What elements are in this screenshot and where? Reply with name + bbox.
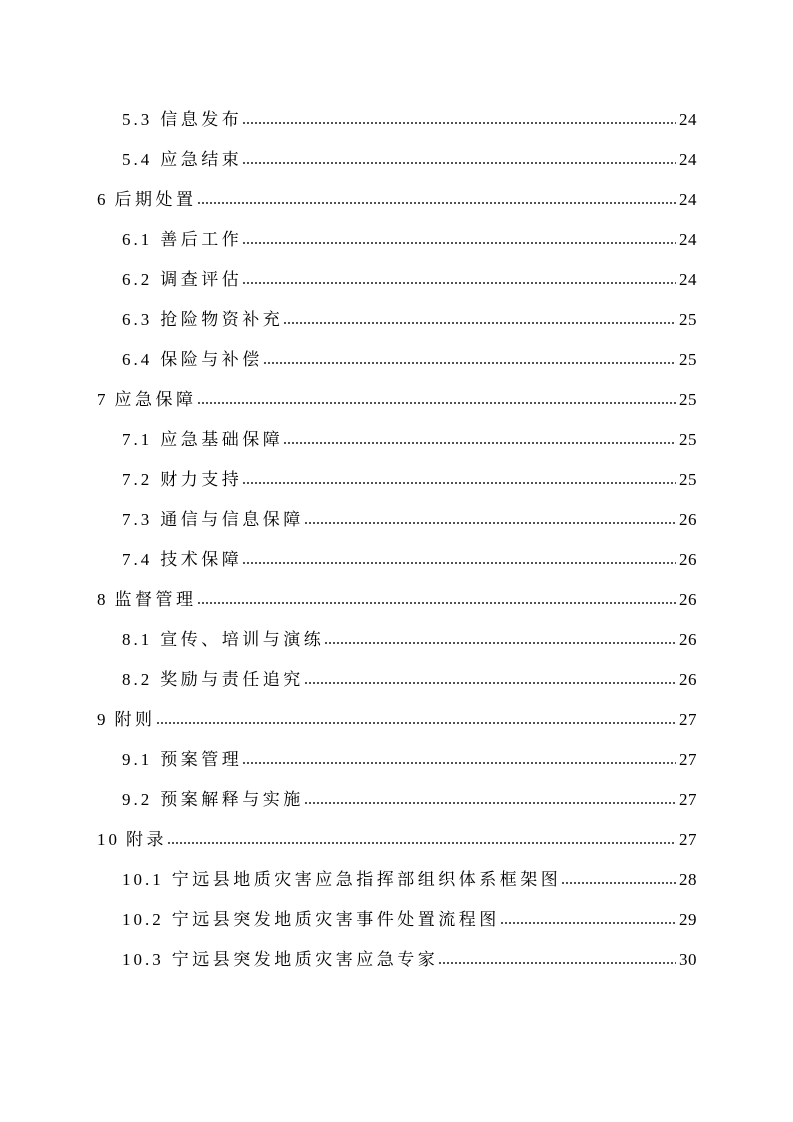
toc-leader-dots <box>304 801 676 805</box>
toc-entry-title: 附录 <box>126 830 167 849</box>
toc-entry-number: 10 <box>97 830 120 849</box>
toc-chapter <box>0 380 697 420</box>
toc-entry <box>0 100 697 140</box>
toc-leader-dots <box>263 361 676 365</box>
toc-entry-page: 25 <box>679 390 697 409</box>
toc-entry-number: 6.1 <box>122 230 153 249</box>
toc-entry-number: 6.2 <box>122 270 153 289</box>
toc-entry <box>0 860 697 900</box>
toc-entry <box>0 540 697 580</box>
toc-entry-title: 保险与补偿 <box>160 350 263 369</box>
toc-entry-page: 26 <box>679 510 697 529</box>
toc-entry <box>0 460 697 500</box>
toc-entry-page: 27 <box>679 790 697 809</box>
toc-entry-title: 抢险物资补充 <box>160 310 284 329</box>
toc-entry-title: 附则 <box>114 710 156 729</box>
toc-entry <box>0 660 697 700</box>
toc-chapter <box>0 580 697 620</box>
toc-entry-title: 预案管理 <box>160 750 243 769</box>
toc-entry-title: 应急结束 <box>160 150 243 169</box>
toc-entry-number: 7.4 <box>122 550 153 569</box>
toc-leader-dots <box>242 161 676 165</box>
toc-leader-dots <box>197 201 677 205</box>
toc-entry <box>0 220 697 260</box>
toc-entry-page: 27 <box>679 710 697 729</box>
toc-entry-title: 宁远县突发地质灾害事件处置流程图 <box>171 910 500 929</box>
toc-entry <box>0 420 697 460</box>
toc-entry-page: 25 <box>679 470 697 489</box>
toc-entry-number: 9.2 <box>122 790 153 809</box>
toc-chapter <box>0 820 697 860</box>
toc-leader-dots <box>304 521 676 525</box>
toc-leader-dots <box>438 961 676 965</box>
toc-leader-dots <box>242 241 676 245</box>
toc-entry <box>0 900 697 940</box>
toc-entry-page: 24 <box>679 190 697 209</box>
toc-entry-page: 26 <box>679 550 697 569</box>
toc-leader-dots <box>242 561 676 565</box>
toc-entry-number: 8.1 <box>122 630 153 649</box>
toc-leader-dots <box>242 761 676 765</box>
toc-entry <box>0 260 697 300</box>
toc-entry-number: 7 <box>97 390 109 409</box>
toc-leader-dots <box>197 401 677 405</box>
toc-entry-page: 24 <box>679 110 697 129</box>
toc-entry <box>0 340 697 380</box>
toc-entry <box>0 740 697 780</box>
toc-entry-page: 25 <box>679 310 697 329</box>
toc-entry-title: 应急保障 <box>114 390 197 409</box>
toc-leader-dots <box>197 601 677 605</box>
toc-entry-number: 10.2 <box>122 910 164 929</box>
toc-entry <box>0 780 697 820</box>
toc-leader-dots <box>283 441 676 445</box>
toc-entry-page: 24 <box>679 230 697 249</box>
toc-entry-title: 预案解释与实施 <box>160 790 304 809</box>
toc-entry-page: 26 <box>679 590 697 609</box>
toc-entry-title: 调查评估 <box>160 270 243 289</box>
toc-entry-number: 6.4 <box>122 350 153 369</box>
toc-entry-page: 25 <box>679 350 697 369</box>
toc-entry-title: 宁远县突发地质灾害应急专家 <box>171 950 439 969</box>
toc-entry-title: 宣传、培训与演练 <box>160 630 325 649</box>
toc-leader-dots <box>283 321 676 325</box>
toc-entry-page: 24 <box>679 150 697 169</box>
toc-entry <box>0 140 697 180</box>
toc-entry-number: 7.2 <box>122 470 153 489</box>
toc-entry-number: 8 <box>97 590 109 609</box>
toc-entry-page: 29 <box>679 910 697 929</box>
toc-entry <box>0 500 697 540</box>
toc-entry <box>0 940 697 980</box>
toc-entry-title: 善后工作 <box>160 230 243 249</box>
toc-entry-number: 5.3 <box>122 110 153 129</box>
toc-entry <box>0 300 697 340</box>
toc-entry-number: 9.1 <box>122 750 153 769</box>
toc-entry-title: 信息发布 <box>160 110 243 129</box>
toc-entry-title: 财力支持 <box>160 470 243 489</box>
toc-chapter <box>0 700 697 740</box>
toc-entry-number: 6.3 <box>122 310 153 329</box>
toc-entry-page: 27 <box>679 830 697 849</box>
toc-entry-number: 9 <box>97 710 109 729</box>
toc-entry-title: 通信与信息保障 <box>160 510 304 529</box>
toc-entry-title: 奖励与责任追究 <box>160 670 304 689</box>
toc-entry-number: 6 <box>97 190 109 209</box>
toc-entry-title: 监督管理 <box>114 590 197 609</box>
toc-entry-number: 5.4 <box>122 150 153 169</box>
toc-leader-dots <box>167 841 676 845</box>
toc-leader-dots <box>242 281 676 285</box>
toc-leader-dots <box>324 641 676 645</box>
toc-entry-page: 25 <box>679 430 697 449</box>
toc-entry-number: 7.3 <box>122 510 153 529</box>
toc-entry-title: 技术保障 <box>160 550 243 569</box>
toc-entry-page: 26 <box>679 670 697 689</box>
toc-leader-dots <box>242 121 676 125</box>
toc-entry <box>0 620 697 660</box>
toc-chapter <box>0 180 697 220</box>
toc-entry-page: 30 <box>679 950 697 969</box>
toc-entry-number: 10.3 <box>122 950 164 969</box>
toc-leader-dots <box>500 921 676 925</box>
toc-entry-page: 28 <box>679 870 697 889</box>
toc-entry-page: 24 <box>679 270 697 289</box>
toc-entry-title: 应急基础保障 <box>160 430 284 449</box>
toc-leader-dots <box>304 681 676 685</box>
table-of-contents <box>0 100 697 980</box>
toc-leader-dots <box>242 481 676 485</box>
toc-entry-number: 7.1 <box>122 430 153 449</box>
toc-leader-dots <box>156 721 677 725</box>
toc-entry-number: 8.2 <box>122 670 153 689</box>
toc-leader-dots <box>561 881 676 885</box>
toc-entry-page: 27 <box>679 750 697 769</box>
toc-entry-page: 26 <box>679 630 697 649</box>
toc-entry-number: 10.1 <box>122 870 164 889</box>
toc-entry-title: 后期处置 <box>114 190 197 209</box>
toc-entry-title: 宁远县地质灾害应急指挥部组织体系框架图 <box>171 870 562 889</box>
